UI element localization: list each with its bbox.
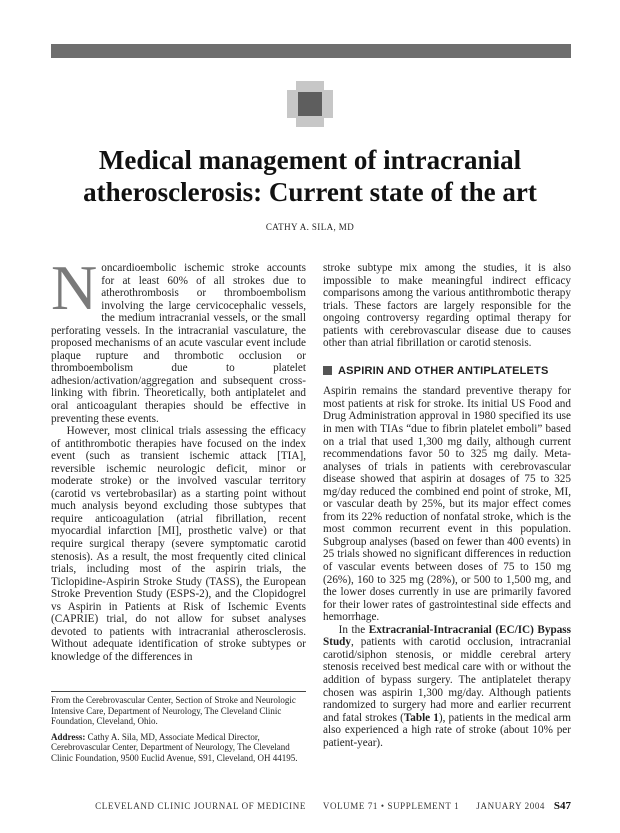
address-note (51, 732, 306, 764)
paragraph-aspirin: Aspirin remains the standard preventive therapy for most patients at risk for stroke. Its initial US Food and Drug Administration approval in 1980 specified its use in men with TIAs “due to fibrin platelet emboli” based on a trial that used 1,300 mg daily, although current recommendations favor 50 to 325 mg daily. Meta-analyses of trials in patients with cerebrovascular disease showed that aspirin at dosages of 75 to 325 mg/day reduced the combined end point of stroke, MI, or vascular death by 25%, but its major effect comes from its 22% reduction of nonfatal stroke, which is the most common recurrent event in this population. Subgroup analyses (based on fewer than 400 events) in 25 trials showed no significant differences in reduction of vascular events between doses of 75 to 150 mg (26%), 160 to 325 mg (28%), or 500 to 1,500 mg, and the lower doses currently in use are primarily favored for their lower rates of gastrointestinal side effects and hemorrhage. (323, 385, 571, 624)
ecic-lead: In the (338, 623, 366, 636)
drop-cap: N (51, 252, 98, 323)
ecic-study-name: Extracranial-Intracranial (EC/IC) Bypass Study (323, 623, 571, 649)
left-column (51, 252, 306, 664)
article-title: Medical management of intracranial atherosclerosis: Current state of the art (83, 145, 537, 207)
page-number: S47 (553, 800, 571, 812)
paragraph-subtype-mix: stroke subtype mix among the studies, it is also impossible to make meaningful indirect efficacy comparisons among the various antithrombotic therapy trials. These factors are largely responsible for the ongoing controversy regarding optimal therapy for patients with cerebrovascular disease due to causes other than atrial fibrillation or carotid stenosis. (323, 262, 571, 350)
address-label: Address: (51, 731, 86, 742)
header-bar (51, 44, 571, 58)
paragraph-trials: However, most clinical trials assessing the efficacy of antithrombotic therapies have focused on the index event (such as transient ischemic attack [TIA], reversible ischemic neurologic deficit, minor or moderate stroke) or the involved vascular territory (carotid vs vertebrobasilar) as a starting point without much analysis beyond excluding those subtypes that require anticoagulation (atrial fibrillation, recent myocardial infarction [MI], prosthetic valve) or that require surgical therapy (severe symptomatic carotid stenosis). As a result, the most frequently cited clinical trials, including most of the aspirin trials, the Ticlopidine-Aspirin Stroke Study (TASS), the European Stroke Prevention Study (ESPS-2), and the Clopidogrel vs Aspirin in Patients at Risk of Ischemic Events (CAPRIE) trial, do not allow for subset analyses devoted to patients with intracranial atherosclerosis. Without adequate identification of stroke subtypes or knowledge of the differences in (51, 425, 306, 663)
author-byline: CATHY A. SILA, MD (265, 222, 355, 232)
footnote-divider (51, 691, 306, 692)
issue-date: JANUARY 2004 (476, 801, 546, 811)
section-heading (323, 365, 571, 378)
volume-info: VOLUME 71 • SUPPLEMENT 1 (322, 801, 460, 811)
intro-paragraph (51, 252, 306, 425)
intro-text: oncardioembolic ischemic stroke accounts for at least 60% of all strokes due to atherothrombosis or thromboembolism involving the large cervicocephalic vessels, the medium intracranial vessels, or the small perforating vessels. In the intracranial vasculature, the proposed mechanisms of an acute vascular event include plaque rupture and thrombotic occlusion or thromboembolism due to platelet adhesion/activation/aggregation and subsequent cross-linking with fibrin. Theoretically, both antiplatelet and oral anticoagulant therapies should be effective in preventing these events. (51, 262, 306, 425)
footnotes (51, 691, 306, 768)
square-bullet-icon (323, 366, 332, 375)
page-footer (0, 800, 571, 812)
right-column (323, 262, 571, 749)
section-heading-text: ASPIRIN AND OTHER ANTIPLATELETS (338, 364, 549, 377)
journal-name: CLEVELAND CLINIC JOURNAL OF MEDICINE (95, 801, 306, 811)
affiliation-note: From the Cerebrovascular Center, Section of Stroke and Neurologic Intensive Care, Department of Neurology, The Cleveland Clinic Foundation, Cleveland, Ohio. (51, 695, 296, 726)
table-reference-link[interactable]: Table 1 (403, 711, 439, 724)
address-text: Cathy A. Sila, MD, Associate Medical Director, Cerebrovascular Center, Department of Neurology, The Cleveland Clinic Foundation, 9500 Euclid Avenue, S91, Cleveland, OH 44195. (51, 731, 298, 763)
ecic-text: , patients with carotid occlusion, intracranial carotid/siphon stenosis, or middle cerebral artery stenosis received best medical care with or without the addition of bypass surgery. The antiplatelet therapy chosen was aspirin 1,300 mg/day. Although patients randomized to surgery had more and earlier recurrent and fatal strokes ( (323, 636, 571, 724)
paragraph-ecic (323, 624, 571, 749)
ecic-end: ), patients in the medical arm also experienced a high rate of stroke (about 10% per patient-year). (323, 711, 571, 749)
journal-logo-icon (287, 81, 333, 127)
